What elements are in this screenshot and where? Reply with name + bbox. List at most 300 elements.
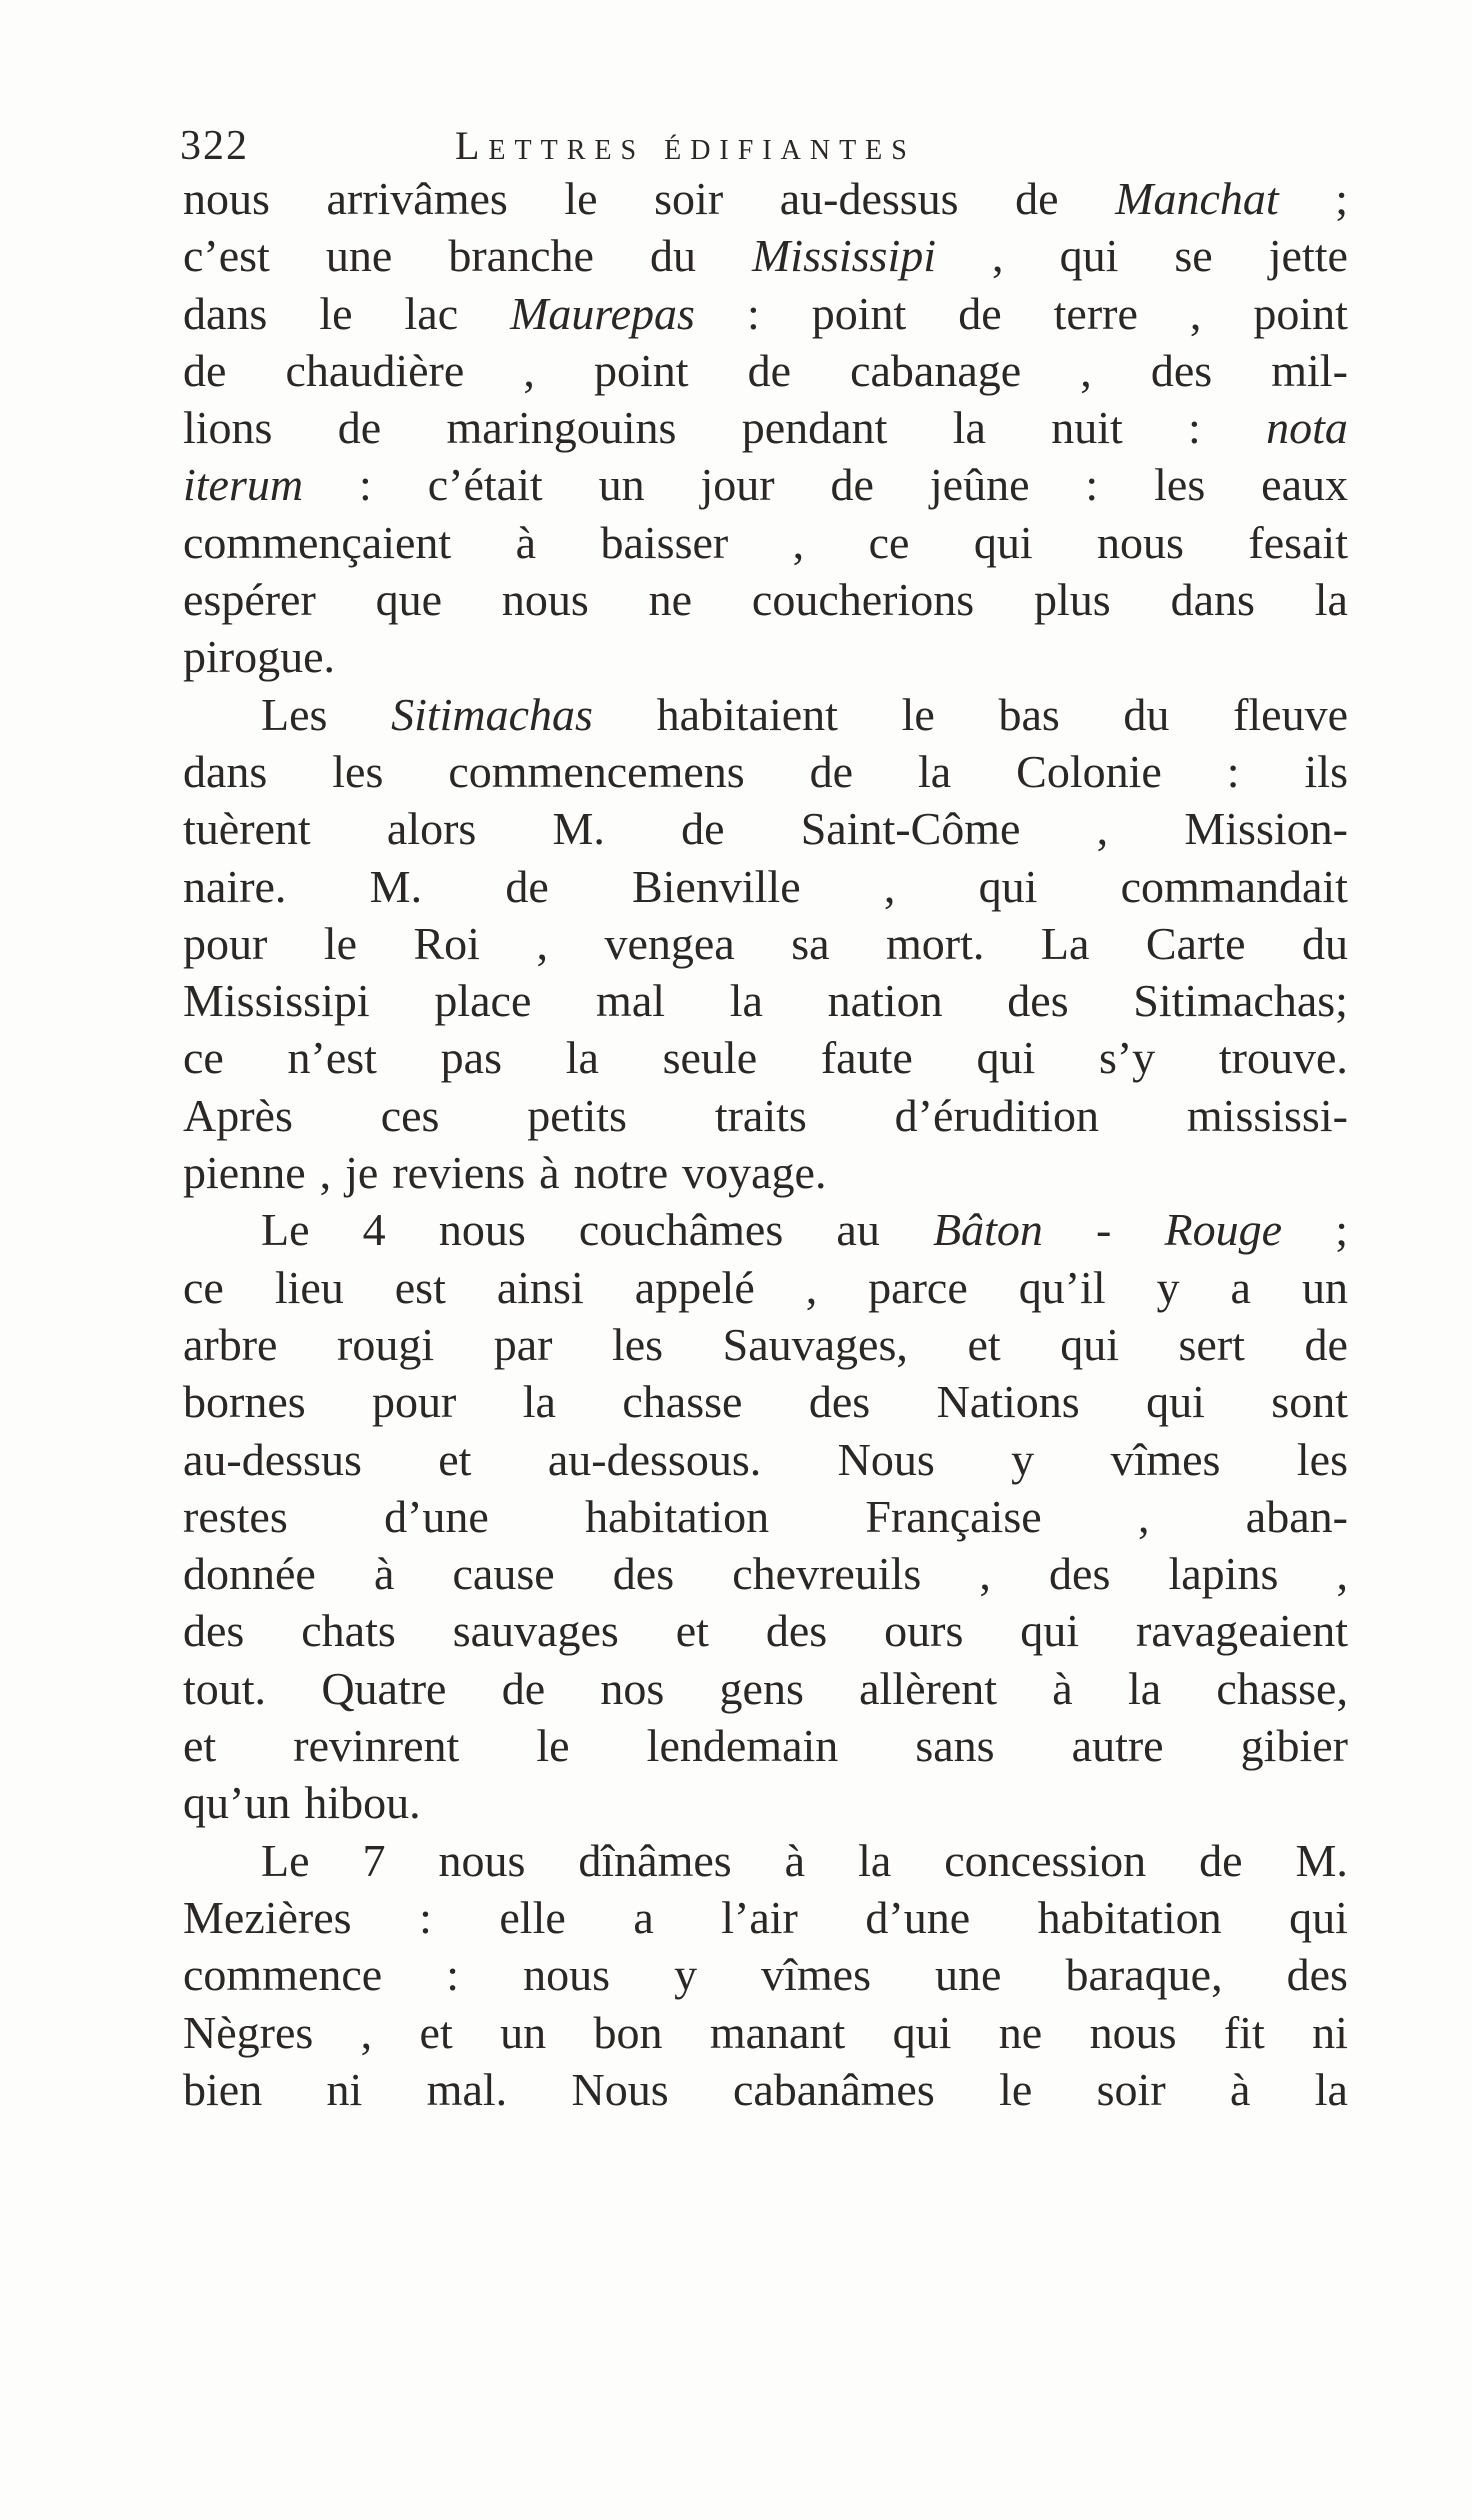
word: commandait (1120, 860, 1348, 912)
body-text (183, 170, 1348, 2118)
word: Roi (413, 917, 480, 969)
text-line (183, 1201, 1348, 1258)
word: bas (998, 688, 1060, 740)
word: 4 (362, 1204, 386, 1256)
word: n’est (287, 1032, 377, 1084)
word: revinrent (293, 1720, 460, 1772)
word: y (674, 1949, 698, 2001)
word: M. (1295, 1834, 1348, 1886)
text-line (183, 1029, 1348, 1086)
word: nota (1266, 402, 1348, 454)
text-line (183, 800, 1348, 857)
word: : (746, 287, 760, 339)
word: mil- (1271, 344, 1348, 396)
word: chasse, (1216, 1662, 1348, 1714)
word: branche (448, 230, 594, 282)
word: habitaient (656, 688, 838, 740)
text-line (183, 571, 1348, 628)
text-line (183, 1889, 1348, 1946)
word: : (1226, 745, 1240, 797)
word: ne (648, 574, 693, 626)
word: Le (261, 1204, 310, 1256)
word: d’érudition (894, 1089, 1100, 1141)
word: mississi- (1186, 1089, 1348, 1141)
word: gens (719, 1662, 804, 1714)
word: reviens (392, 1147, 526, 1199)
text-line (183, 858, 1348, 915)
text-line (183, 2061, 1348, 2118)
word: à (1229, 2063, 1251, 2115)
word: , (792, 516, 805, 568)
word: M. (369, 860, 423, 912)
word: pas (440, 1032, 502, 1084)
word: le (536, 1720, 570, 1772)
word: et (967, 1318, 1001, 1370)
word: ce (183, 1032, 224, 1084)
word: soir (654, 173, 724, 224)
word: vîmes (1110, 1433, 1221, 1485)
word: la (522, 1376, 556, 1428)
word: bornes (183, 1376, 306, 1428)
word: vengea (604, 917, 735, 969)
word: iterum (183, 459, 304, 511)
page-number: 322 (180, 123, 249, 169)
word: bien (183, 2063, 263, 2115)
word: des (808, 1376, 871, 1428)
word: point (593, 344, 689, 396)
word: nuit (1051, 402, 1123, 454)
word: qui (1289, 1891, 1348, 1943)
word: de (1015, 173, 1059, 224)
word: ces (380, 1089, 440, 1141)
word: les (611, 1318, 664, 1370)
word: elle (499, 1891, 566, 1943)
word: une (325, 230, 393, 282)
word: : (1188, 402, 1201, 454)
word: à (373, 1548, 395, 1600)
word: qu’il (1018, 1261, 1106, 1313)
word: le (564, 173, 598, 224)
word: appelé (634, 1261, 755, 1313)
word: du (1301, 917, 1348, 969)
word: Saint-Côme (800, 803, 1021, 855)
word: les (1296, 1433, 1348, 1485)
text-line (183, 1373, 1348, 1430)
word: du (1123, 688, 1170, 740)
word: ni (326, 2063, 363, 2115)
word: le (319, 287, 353, 339)
text-line (183, 170, 1348, 227)
text-line (183, 1946, 1348, 2003)
text-line (183, 285, 1348, 342)
word: : (359, 459, 372, 511)
word: cabanage (850, 344, 1022, 396)
word: commence (183, 1949, 383, 2001)
word: eaux (1261, 459, 1348, 511)
text-line (183, 1602, 1348, 1659)
word: ce (183, 1261, 224, 1313)
word: une (935, 1949, 1002, 2001)
word: de (1199, 1834, 1243, 1886)
word: Manchat (1115, 173, 1279, 224)
word: à (1052, 1662, 1073, 1714)
word: 7 (362, 1834, 386, 1886)
word: rougi (337, 1318, 435, 1370)
word: des (1007, 975, 1069, 1027)
word: Carte (1145, 917, 1246, 969)
text-line (183, 456, 1348, 513)
word: , (1080, 344, 1092, 396)
text-line (183, 514, 1348, 571)
word: lieu (274, 1261, 344, 1313)
word: nous (438, 1834, 526, 1886)
text-line (183, 1259, 1348, 1316)
word: pendant (741, 402, 888, 454)
word: arrivâmes (326, 173, 508, 224)
word: un (500, 2006, 547, 2058)
word: sans (915, 1720, 995, 1772)
running-head: Lettres édifiantes (455, 123, 916, 168)
word: et (438, 1433, 472, 1485)
word: ravageaient (1136, 1605, 1348, 1657)
word: la (565, 1032, 599, 1084)
word: fleuve (1233, 688, 1348, 740)
word: de (747, 344, 791, 396)
text-line (183, 399, 1348, 456)
word: du (649, 230, 696, 282)
text-line (183, 342, 1348, 399)
word: de (958, 287, 1002, 339)
word: , (1336, 1548, 1348, 1600)
word: Rouge (1164, 1204, 1283, 1256)
word: lions (183, 402, 273, 454)
word: manant (709, 2006, 846, 2058)
word: nos (600, 1662, 665, 1714)
word: point (1253, 287, 1348, 339)
word: arbre (183, 1318, 278, 1370)
word: jour (700, 459, 775, 511)
word: , (979, 1548, 991, 1600)
word: Bâton (932, 1204, 1043, 1256)
word: ours (884, 1605, 964, 1657)
word: la (1127, 1662, 1162, 1714)
word: fit (1223, 2006, 1265, 2058)
word: habitation (585, 1490, 770, 1542)
word: chaudière (285, 344, 465, 396)
word: je (345, 1147, 379, 1199)
word: naire. (183, 860, 287, 912)
word: mort. (886, 917, 985, 969)
word: se (1174, 230, 1213, 282)
word: au (836, 1204, 880, 1256)
word: jeûne (929, 459, 1030, 511)
word: au-dessus (779, 173, 959, 224)
text-line (183, 686, 1348, 743)
text-line (183, 2004, 1348, 2061)
word: que (375, 574, 443, 626)
word: alors (386, 803, 477, 855)
word: des (612, 1548, 675, 1600)
word: , (992, 230, 1004, 282)
word: cabanâmes (732, 2063, 935, 2115)
word: , (536, 917, 548, 969)
word: dans (183, 745, 268, 797)
word: qui (976, 1032, 1036, 1084)
word: vîmes (761, 1949, 871, 2001)
word: Sauvages, (722, 1318, 908, 1370)
word: M. (552, 803, 605, 855)
word: La (1040, 917, 1090, 969)
word: voyage. (682, 1147, 827, 1199)
word: Quatre (321, 1662, 447, 1714)
word: a (633, 1891, 654, 1943)
word: qui (892, 2006, 952, 2058)
word: les (332, 745, 384, 797)
word: plus (1034, 574, 1111, 626)
word: est (394, 1261, 446, 1313)
word: petits (527, 1089, 627, 1141)
word: qui (1020, 1605, 1080, 1657)
word: nous (438, 1204, 526, 1256)
word: au-dessus (183, 1433, 362, 1485)
word: Après (183, 1089, 293, 1141)
text-line (183, 1144, 1348, 1201)
word: : (1085, 459, 1099, 511)
word: mal (596, 975, 666, 1027)
word: tout. (183, 1662, 267, 1714)
word: de (1304, 1318, 1348, 1370)
word: commencemens (448, 745, 745, 797)
word: des (1049, 1548, 1111, 1600)
word: chasse (622, 1376, 743, 1428)
word: des (183, 1605, 245, 1657)
text-line (183, 972, 1348, 1029)
word: restes (183, 1490, 288, 1542)
word: jette (1268, 230, 1348, 282)
word: allèrent (859, 1662, 998, 1714)
text-line (183, 1717, 1348, 1774)
word: à (784, 1834, 806, 1886)
word: d’une (865, 1891, 971, 1943)
word: Nous (837, 1433, 935, 1485)
word: Mississipi (751, 230, 937, 282)
word: sert (1178, 1318, 1245, 1370)
word: sa (791, 917, 830, 969)
word: nous (1089, 2006, 1177, 2058)
word: pienne (183, 1147, 306, 1199)
word: ils (1304, 745, 1348, 797)
word: coucherions (751, 574, 975, 626)
word: la (729, 975, 763, 1027)
text-line (183, 1087, 1348, 1144)
word: ainsi (496, 1261, 584, 1313)
word: un (598, 459, 645, 511)
word: tuèrent (183, 803, 311, 855)
word: dînâmes (578, 1834, 732, 1886)
word: bon (593, 2006, 663, 2058)
word: ce (868, 516, 910, 568)
word: place (434, 975, 532, 1027)
word: Les (261, 688, 328, 740)
word: traits (714, 1089, 807, 1141)
word: Maurepas (510, 287, 695, 339)
word: Colonie (1016, 745, 1162, 797)
word: Mississipi (183, 975, 370, 1027)
word: les (1154, 459, 1206, 511)
word: ne (998, 2006, 1043, 2058)
word: de (830, 459, 874, 511)
word: , (1137, 1490, 1150, 1542)
word: soir (1096, 2063, 1166, 2115)
word: lapins (1168, 1548, 1279, 1600)
word: et (419, 2006, 453, 2058)
word: Nègres (183, 2006, 314, 2058)
word: ; (1335, 173, 1348, 224)
word: terre (1053, 287, 1138, 339)
word: des (1150, 344, 1213, 396)
word: la (858, 1834, 892, 1886)
text-line (183, 1316, 1348, 1373)
word: notre (573, 1147, 669, 1199)
word: de (681, 803, 725, 855)
word: de (337, 402, 382, 454)
word: de (505, 860, 549, 912)
word: , (883, 860, 896, 912)
word: commençaient (183, 516, 452, 568)
word: l’air (721, 1891, 798, 1943)
text-line (183, 1774, 1348, 1831)
word: - (1096, 1204, 1112, 1256)
word: pirogue. (183, 631, 336, 683)
word: fesait (1248, 516, 1348, 568)
word: maringouins (446, 402, 677, 454)
text-line (183, 227, 1348, 284)
word: c’était (427, 459, 543, 511)
text-line (183, 1660, 1348, 1717)
word: , (319, 1147, 332, 1199)
word: , (360, 2006, 373, 2058)
word: a (1230, 1261, 1251, 1313)
word: qui (1059, 230, 1119, 282)
word: le (323, 917, 358, 969)
word: baisser (600, 516, 729, 568)
text-line (183, 1832, 1348, 1889)
word: , (805, 1261, 818, 1313)
word: au-dessous. (547, 1433, 762, 1485)
word: y (1011, 1433, 1035, 1485)
word: gibier (1240, 1720, 1348, 1772)
word: , (1096, 803, 1109, 855)
word: par (493, 1318, 553, 1370)
word: Française (865, 1490, 1042, 1542)
word: chevreuils (732, 1548, 922, 1600)
word: , (523, 344, 535, 396)
word: ; (1335, 1204, 1348, 1256)
word: qu’un (183, 1777, 291, 1829)
word: s’y (1098, 1032, 1156, 1084)
word: le (999, 2063, 1033, 2115)
word: trouve. (1218, 1032, 1348, 1084)
word: des (765, 1605, 828, 1657)
word: y (1156, 1261, 1180, 1313)
word: , (1189, 287, 1202, 339)
word: ni (1312, 2006, 1348, 2058)
word: nous (1097, 516, 1184, 568)
word: mal. (426, 2063, 508, 2115)
word: Sitimachas (391, 688, 593, 740)
word: Le (261, 1834, 310, 1886)
text-line (183, 1545, 1348, 1602)
word: la (1314, 2063, 1348, 2115)
word: nous (501, 574, 589, 626)
word: nation (827, 975, 943, 1027)
word: cause (452, 1548, 555, 1600)
word: parce (868, 1261, 968, 1313)
word: sont (1271, 1376, 1348, 1428)
word: Sitimachas; (1133, 975, 1348, 1027)
text-line (183, 628, 1348, 685)
word: de (809, 745, 854, 797)
word: habitation (1037, 1891, 1222, 1943)
word: baraque, (1065, 1949, 1223, 2001)
word: de (183, 344, 227, 396)
word: sauvages (452, 1605, 619, 1657)
word: Nous (571, 2063, 669, 2115)
word: de (501, 1662, 546, 1714)
word: la (1314, 574, 1348, 626)
word: lendemain (646, 1720, 839, 1772)
word: pour (372, 1376, 457, 1428)
word: la (918, 745, 952, 797)
word: d’une (384, 1490, 489, 1542)
word: couchâmes (578, 1204, 784, 1256)
word: et (183, 1720, 217, 1772)
word: qui (1060, 1318, 1119, 1370)
word: lac (404, 287, 459, 339)
word: espérer (183, 574, 316, 626)
word: un (1301, 1261, 1348, 1313)
word: donnée (183, 1548, 316, 1600)
word: hibou. (304, 1777, 421, 1829)
word: nous (183, 173, 270, 224)
word: seule (662, 1032, 758, 1084)
word: c’est (183, 230, 270, 282)
word: dans (183, 287, 268, 339)
word: et (675, 1605, 709, 1657)
word: Mezières (183, 1891, 352, 1943)
word: qui (973, 516, 1033, 568)
word: à (515, 516, 537, 568)
word: dans (1170, 574, 1255, 626)
word: chats (301, 1605, 396, 1657)
word: concession (944, 1834, 1147, 1886)
word: à (539, 1147, 560, 1199)
word: : (419, 1891, 432, 1943)
text-line (183, 915, 1348, 972)
word: Mission- (1184, 803, 1348, 855)
word: le (901, 688, 935, 740)
text-line (183, 743, 1348, 800)
word: des (1286, 1949, 1348, 2001)
text-line (183, 1431, 1348, 1488)
word: pour (183, 917, 268, 969)
word: nous (523, 1949, 611, 2001)
word: la (952, 402, 986, 454)
text-line (183, 1488, 1348, 1545)
word: aban- (1245, 1490, 1348, 1542)
word: point (811, 287, 907, 339)
word: faute (820, 1032, 913, 1084)
